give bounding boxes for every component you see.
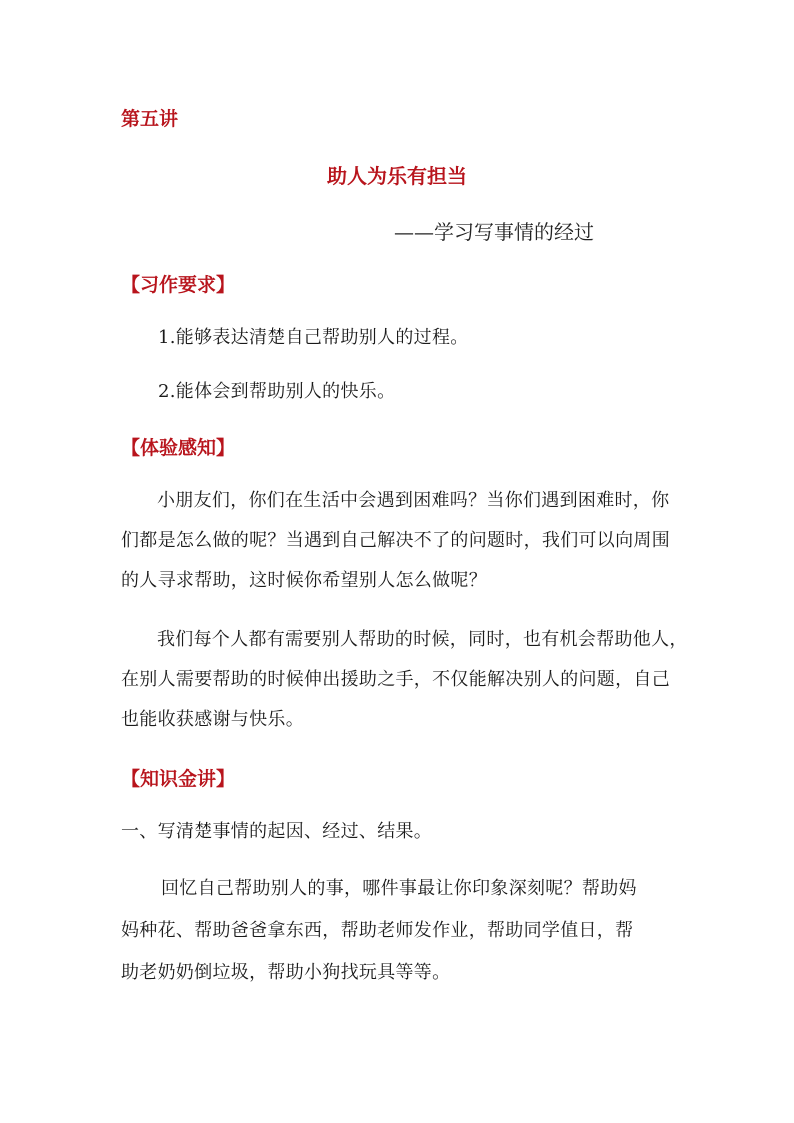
- paragraph-line: 的人寻求帮助，这时候你希望别人怎么做呢？: [121, 570, 487, 591]
- knowledge-point: 一、写清楚事情的起因、经过、结果。: [121, 821, 433, 842]
- page-subtitle: ——学习写事情的经过: [394, 220, 594, 244]
- lecture-number: 第五讲: [121, 108, 179, 130]
- requirement-item: 2.能体会到帮助别人的快乐。: [158, 381, 396, 402]
- paragraph-line: 我们每个人都有需要别人帮助的时候，同时，也有机会帮助他人，: [157, 629, 688, 650]
- requirement-item: 1.能够表达清楚自己帮助别人的过程。: [158, 327, 469, 348]
- paragraph-line: 小朋友们，你们在生活中会遇到困难吗？当你们遇到困难时，你: [157, 490, 670, 511]
- paragraph-line: 们都是怎么做的呢？当遇到自己解决不了的问题时，我们可以向周围: [121, 530, 670, 551]
- paragraph-line: 妈种花、帮助爸爸拿东西，帮助老师发作业，帮助同学值日，帮: [121, 920, 634, 941]
- paragraph-line: 回忆自己帮助别人的事，哪件事最让你印象深刻呢？帮助妈: [161, 878, 637, 899]
- paragraph-line: 也能收获感谢与快乐。: [121, 709, 304, 730]
- section-heading-requirements: 【习作要求】: [121, 274, 236, 296]
- paragraph-line: 助老奶奶倒垃圾，帮助小狗找玩具等等。: [121, 962, 451, 983]
- page-title: 助人为乐有担当: [327, 164, 467, 188]
- section-heading-knowledge: 【知识金讲】: [121, 768, 236, 790]
- section-heading-experience: 【体验感知】: [121, 437, 236, 459]
- paragraph-line: 在别人需要帮助的时候伸出援助之手，不仅能解决别人的问题，自己: [121, 669, 670, 690]
